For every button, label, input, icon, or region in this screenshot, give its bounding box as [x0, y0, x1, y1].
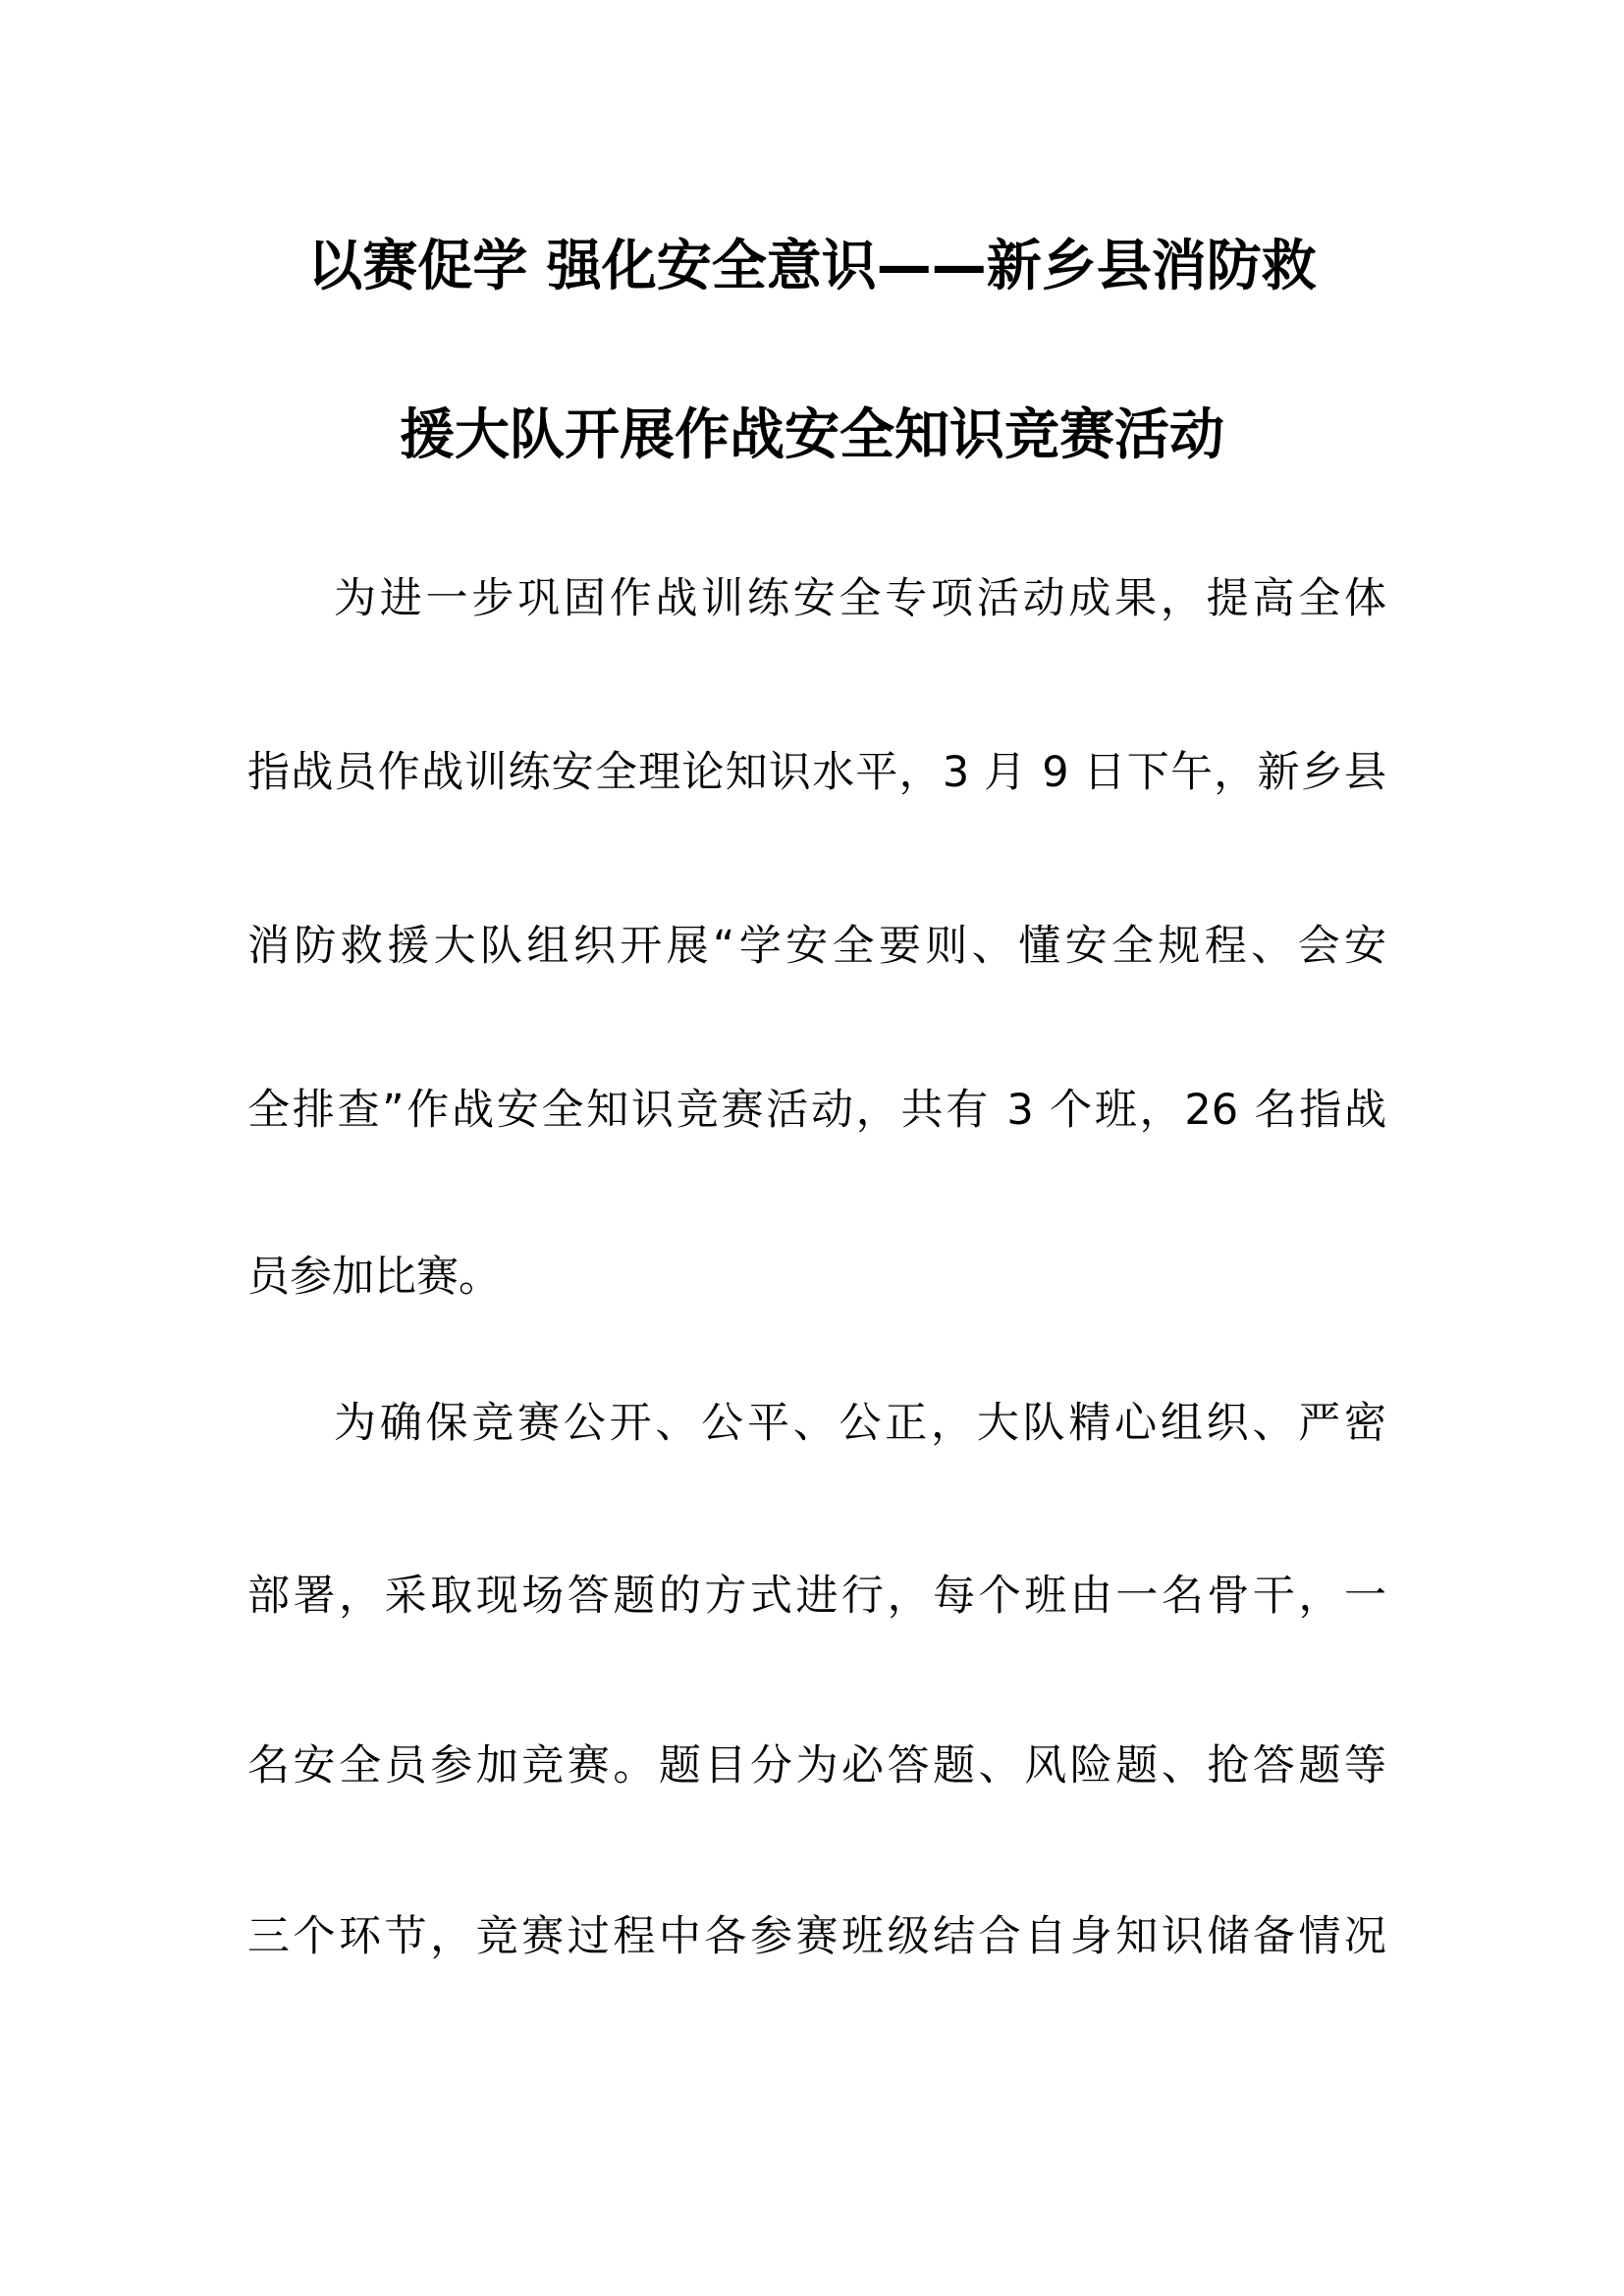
paragraph-line: 为进一步巩固作战训练安全专项活动成果，提高全体	[334, 574, 1386, 623]
paragraph-line: 指战员作战训练安全理论知识水平，3 月 9 日下午，新乡县	[247, 748, 1386, 797]
paragraph-line: 部署，采取现场答题的方式进行，每个班由一名骨干，一	[247, 1572, 1386, 1621]
paragraph-line: 员参加比赛。	[247, 1253, 501, 1302]
paragraph-line: 为确保竞赛公开、公平、公正，大队精心组织、严密	[334, 1399, 1386, 1448]
paragraph-line: 全排查”作战安全知识竞赛活动，共有 3 个班，26 名指战	[247, 1086, 1386, 1135]
paragraph-line: 消防救援大队组织开展“学安全要则、懂安全规程、会安	[247, 922, 1386, 971]
document-title-line-2: 援大队开展作战安全知识竞赛活动	[400, 403, 1224, 467]
paragraph-line: 三个环节，竞赛过程中各参赛班级结合自身知识储备情况	[247, 1912, 1386, 1961]
document-title-line-1: 以赛促学 强化安全意识——新乡县消防救	[307, 235, 1317, 298]
paragraph-line: 名安全员参加竞赛。题目分为必答题、风险题、抢答题等	[247, 1741, 1386, 1790]
